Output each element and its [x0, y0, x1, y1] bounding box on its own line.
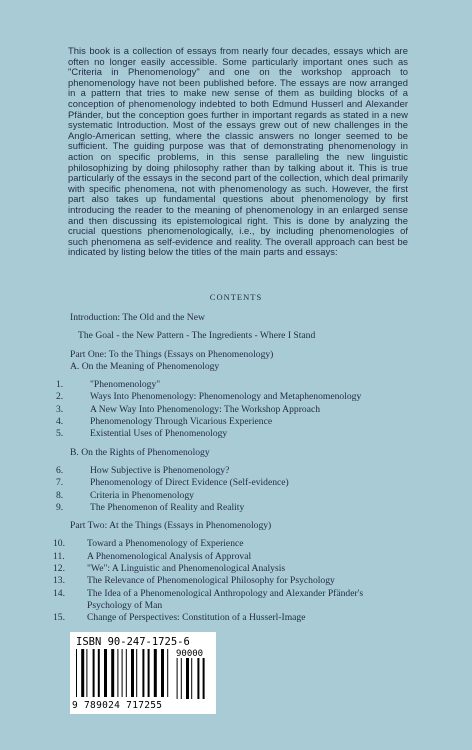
back-cover-blurb: This book is a collection of essays from nearly four decades, essays which are often no longer easily accessible. Some particularly important ones such as "Criteria in Phenomenology" and one on the workshop approach to phenomenology have not been published before. The essays are now arranged in a pattern that tries to make new sense of them as building blocks of a conception of phenomenology indebted to both Edmund Husserl and Alexander Pfänder, but the conception goes further in important regards as stated in a new systematic Introduction. Most of the essays grew out of new challenges in the Anglo-American setting, where the classic answers no longer seemed to be sufficient. The guiding purpose was that of demonstrating phenomenology in action on specific problems, in this sense paralleling the new linguistic philosophizing by doing philosophy rather than by talking about it. This is true particularly of the essays in the second part of the collection, which deal primarily with specific phenomena, not with phenomenology as such. However, the first part also takes up fundamental questions about phenomenology by first introducing the reader to the meaning of phenomenology in an enlarged sense and then discussing its epistemological right. This is done by analyzing the crucial questions phenomenologically, i.e., by including phenomenologies of such phenomena as self-evidence and reality. The overall approach can best be indicated by listing below the titles of the main parts and essays:: [68, 45, 408, 258]
table-of-contents: [53, 312, 410, 625]
barcode-bar: [117, 649, 118, 697]
barcode-bar: [122, 649, 123, 697]
toc-item: [56, 489, 410, 502]
barcode-bars: [76, 649, 210, 699]
barcode-bar: [81, 649, 84, 697]
toc-item-number: 11.: [53, 550, 65, 562]
toc-item: [56, 501, 410, 514]
toc-item-number: 4.: [56, 416, 64, 428]
part-two-list: [53, 538, 410, 624]
toc-item-title: "Phenomenology": [90, 379, 161, 391]
toc-item: [56, 464, 410, 477]
isbn-label: ISBN 90-247-1725-6: [76, 636, 190, 648]
toc-item-title: Phenomenology Through Vicarious Experience: [90, 416, 273, 428]
barcode-bar: [148, 649, 150, 697]
toc-item-number: 9.: [56, 501, 64, 513]
toc-item-number: 12.: [53, 563, 65, 575]
barcode-bar: [126, 649, 127, 697]
toc-item-title: The Relevance of Phenomenological Philosophy for Psychology: [87, 575, 335, 587]
contents-heading: CONTENTS: [209, 292, 263, 302]
toc-item: [56, 379, 410, 391]
toc-item-title: A New Way Into Phenomenology: The Workshop Approach: [90, 403, 321, 415]
toc-item-number: 15.: [53, 612, 65, 624]
barcode-bar: [181, 658, 182, 699]
part-two-title: Part Two: At the Things (Essays in Phenomenology): [70, 520, 272, 532]
toc-item-title: Criteria in Phenomenology: [90, 489, 194, 501]
section-a-list: [56, 379, 410, 440]
toc-item-title: Ways Into Phenomenology: Phenomenology and Metaphenomenology: [90, 391, 362, 403]
barcode-bar: [131, 649, 134, 697]
intro-title: Introduction: The Old and the New: [70, 312, 205, 323]
barcode-bar: [98, 649, 100, 697]
toc-item-number: 8.: [56, 489, 64, 501]
toc-item-title: Change of Perspectives: Constitution of a Husserl-Image: [87, 612, 306, 624]
barcode-bar: [177, 658, 178, 699]
toc-item-title: Existential Uses of Phenomenology: [90, 428, 228, 440]
toc-item-number: 2.: [56, 391, 64, 403]
toc-item: [53, 575, 410, 587]
barcode-bar: [186, 658, 189, 699]
barcode-bar: [142, 649, 144, 697]
barcode-bar: [76, 649, 77, 697]
toc-item-title: Phenomenology of Direct Evidence (Self-evidence): [90, 477, 289, 489]
toc-item: [53, 587, 410, 613]
toc-item: [56, 428, 410, 440]
toc-item: [56, 391, 410, 403]
toc-item-number: 14.: [53, 587, 65, 599]
toc-item-number: 7.: [56, 477, 64, 489]
toc-item-number: 6.: [56, 464, 64, 476]
section-b-title: B. On the Rights of Phenomenology: [70, 446, 210, 458]
toc-item-number: 1.: [56, 379, 64, 391]
toc-item: [53, 550, 410, 563]
toc-item: [56, 416, 410, 428]
toc-item: [53, 538, 410, 550]
section-b-list: [56, 464, 410, 514]
barcode-bar: [161, 649, 164, 697]
barcode: [70, 632, 216, 714]
toc-item: [53, 563, 410, 575]
toc-item: [56, 403, 410, 416]
barcode-addon: 90000: [176, 649, 204, 659]
toc-item-number: 3.: [56, 403, 64, 415]
toc-item-number: 5.: [56, 428, 64, 440]
toc-item-title: "We": A Linguistic and Phenomenological Analysis: [87, 563, 286, 575]
intro-subtitle: The Goal - the New Pattern - The Ingredients - Where I Stand: [78, 330, 316, 342]
toc-item-title: How Subjective is Phenomenology?: [90, 464, 230, 476]
barcode-bar: [191, 658, 192, 699]
part-one-title: Part One: To the Things (Essays on Phenomenology): [70, 348, 274, 360]
toc-item-title: The Idea of a Phenomenological Anthropology and Alexander Pfänder's Psychology of Man: [87, 587, 364, 611]
barcode-bar: [86, 649, 87, 697]
toc-item: [56, 477, 410, 489]
barcode-bar: [93, 649, 95, 697]
toc-item-number: 10.: [53, 538, 65, 550]
toc-item-number: 13.: [53, 575, 65, 587]
toc-item: [53, 612, 410, 624]
barcode-bar: [104, 649, 107, 697]
toc-item-title: Toward a Phenomenology of Experience: [87, 538, 244, 550]
toc-item-title: A Phenomenological Analysis of Approval: [87, 550, 252, 562]
barcode-bar: [203, 658, 205, 699]
barcode-bar: [154, 649, 157, 697]
barcode-digits: 9 789024 717255: [72, 700, 163, 711]
barcode-bar: [111, 649, 114, 697]
barcode-bar: [136, 649, 137, 697]
toc-item-title: The Phenomenon of Reality and Reality: [90, 501, 245, 513]
section-a-title: A. On the Meaning of Phenomenology: [70, 360, 220, 372]
barcode-bar: [197, 658, 199, 699]
barcode-bar: [167, 649, 168, 697]
